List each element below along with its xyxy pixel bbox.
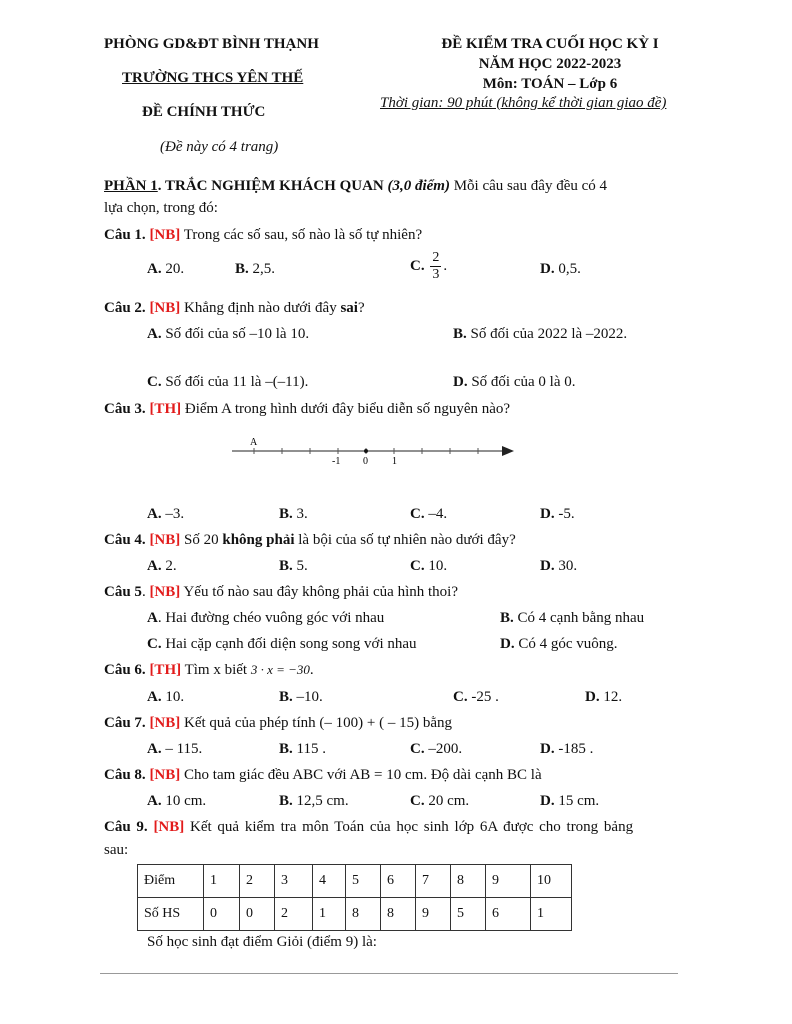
q5-option-c[interactable]: C. Hai cặp cạnh đối diện song song với nhau bbox=[147, 636, 417, 652]
subject-line: Môn: TOÁN – Lớp 6 bbox=[482, 76, 618, 92]
department-name: PHÒNG GD&ĐT BÌNH THẠNH bbox=[104, 36, 319, 52]
origin-dot bbox=[364, 449, 368, 453]
q8-option-c[interactable]: C. 20 cm. bbox=[410, 793, 470, 809]
number-line bbox=[226, 432, 526, 472]
q3-option-d[interactable]: D. -5. bbox=[540, 506, 575, 522]
tick-label-1: 1 bbox=[392, 456, 397, 467]
q8-option-b[interactable]: B. 12,5 cm. bbox=[279, 793, 349, 809]
table-cell: 8 bbox=[381, 898, 416, 931]
question-5: Câu 5. [NB] Yếu tố nào sau đây không phải của hình thoi? bbox=[104, 584, 458, 600]
table-cell: 7 bbox=[416, 865, 451, 898]
exam-title: ĐỀ KIỂM TRA CUỐI HỌC KỲ I bbox=[441, 36, 659, 52]
school-name: TRƯỜNG THCS YÊN THẾ bbox=[122, 70, 304, 86]
equation: 3 · x = −30 bbox=[250, 662, 310, 677]
fraction: $\frac{2}{3}$ bbox=[432, 250, 440, 282]
q7-option-c[interactable]: C. –200. bbox=[410, 741, 463, 757]
q3-option-c[interactable]: C. –4. bbox=[410, 506, 448, 522]
q1-option-c[interactable]: C. $\frac{2}{3}$ . bbox=[410, 250, 448, 282]
table-cell: 0 bbox=[204, 898, 240, 931]
table-cell: 2 bbox=[240, 865, 275, 898]
table-row bbox=[138, 865, 572, 898]
table-cell: 10 bbox=[531, 865, 572, 898]
question-1-text: Trong các số sau, số nào là số tự nhiên? bbox=[180, 227, 423, 243]
tick-label-neg1: -1 bbox=[332, 456, 341, 467]
table-cell: 2 bbox=[275, 898, 313, 931]
q5-option-a[interactable]: A. Hai đường chéo vuông góc với nhau bbox=[147, 610, 385, 626]
time-line: Thời gian: 90 phút (không kể thời gian giao đề) bbox=[380, 95, 667, 111]
table-cell: 8 bbox=[451, 865, 486, 898]
table-row bbox=[138, 898, 572, 931]
q2-option-b[interactable]: B. Số đối của 2022 là –2022. bbox=[453, 326, 628, 342]
question-9-prompt: Số học sinh đạt điểm Giỏi (điểm 9) là: bbox=[147, 934, 377, 950]
q7-option-a[interactable]: A. – 115. bbox=[147, 741, 203, 757]
question-8: Câu 8. [NB] Cho tam giác đều ABC với AB = 10 cm. Độ dài cạnh BC là bbox=[104, 767, 542, 783]
question-7: Câu 7. [NB] Kết quả của phép tính (– 100) + ( – 15) bằng bbox=[104, 715, 452, 731]
table-cell: 8 bbox=[346, 898, 381, 931]
tick-label-0: 0 bbox=[363, 456, 368, 467]
q4-option-b[interactable]: B. 5. bbox=[279, 558, 308, 574]
q8-option-a[interactable]: A. 10 cm. bbox=[147, 793, 207, 809]
footer-divider bbox=[100, 973, 678, 974]
q2-option-a[interactable]: A. Số đối của số –10 là 10. bbox=[147, 326, 310, 342]
table-cell: 1 bbox=[313, 898, 346, 931]
q7-option-b[interactable]: B. 115 . bbox=[279, 741, 326, 757]
q4-option-a[interactable]: A. 2. bbox=[147, 558, 177, 574]
part1-points: (3,0 điểm) bbox=[387, 178, 450, 194]
point-a-label: A bbox=[250, 437, 258, 448]
part1-title: PHẦN 1 bbox=[104, 178, 158, 194]
q4-option-d[interactable]: D. 30. bbox=[540, 558, 578, 574]
official-label: ĐỀ CHÍNH THỨC bbox=[142, 104, 266, 120]
question-1 bbox=[104, 227, 422, 244]
question-4: Câu 4. [NB] Số 20 không phải là bội của số tự nhiên nào dưới đây? bbox=[104, 532, 516, 548]
table-cell: 6 bbox=[381, 865, 416, 898]
table-cell: 0 bbox=[240, 898, 275, 931]
table-cell: 6 bbox=[486, 898, 531, 931]
arrow-icon bbox=[502, 446, 514, 456]
question-9-cont: sau: bbox=[104, 842, 129, 858]
question-1-tag: [NB] bbox=[149, 227, 181, 243]
q2-option-d[interactable]: D. Số đối của 0 là 0. bbox=[453, 374, 576, 390]
question-3: Câu 3. [TH] Điểm A trong hình dưới đây biểu diễn số nguyên nào? bbox=[104, 401, 511, 417]
table-cell: 9 bbox=[486, 865, 531, 898]
table-header-cell: Điểm bbox=[138, 865, 204, 898]
q3-option-a[interactable]: A. –3. bbox=[147, 506, 185, 522]
school-year: NĂM HỌC 2022-2023 bbox=[478, 56, 622, 72]
table-header-cell: Số HS bbox=[138, 898, 204, 931]
q5-option-b[interactable]: B. Có 4 cạnh bằng nhau bbox=[500, 610, 645, 626]
q6-option-b[interactable]: B. –10. bbox=[279, 689, 323, 705]
q6-option-c[interactable]: C. -25 . bbox=[453, 689, 499, 705]
question-9: Câu 9. [NB] Kết quả kiểm tra môn Toán của học sinh lớp 6A được cho trong bảng bbox=[104, 819, 634, 835]
table-cell: 3 bbox=[275, 865, 313, 898]
q2-option-c[interactable]: C. Số đối của 11 là –(–11). bbox=[147, 374, 309, 390]
question-6: Câu 6. [TH] Tìm x biết 3 · x = −30. bbox=[104, 662, 314, 678]
table-cell: 5 bbox=[451, 898, 486, 931]
question-1-label: Câu 1. bbox=[104, 227, 146, 243]
q4-option-c[interactable]: C. 10. bbox=[410, 558, 448, 574]
q1-option-d[interactable]: D. 0,5. bbox=[540, 261, 581, 277]
q1-option-a[interactable]: A. 20. bbox=[147, 261, 185, 277]
q1-option-b[interactable]: B. 2,5. bbox=[235, 261, 276, 277]
table-cell: 1 bbox=[204, 865, 240, 898]
part1-title-rest: . TRẮC NGHIỆM KHÁCH QUAN bbox=[157, 178, 384, 194]
q6-option-d[interactable]: D. 12. bbox=[585, 689, 623, 705]
table-cell: 1 bbox=[531, 898, 572, 931]
part1-heading bbox=[104, 178, 607, 195]
table-cell: 4 bbox=[313, 865, 346, 898]
part1-intro: Mỗi câu sau đây đều có 4 bbox=[449, 178, 608, 194]
q3-option-b[interactable]: B. 3. bbox=[279, 506, 308, 522]
q7-option-d[interactable]: D. -185 . bbox=[540, 741, 594, 757]
pages-note: (Đề này có 4 trang) bbox=[160, 139, 279, 155]
table-cell: 9 bbox=[416, 898, 451, 931]
score-table bbox=[137, 864, 572, 931]
q6-option-a[interactable]: A. 10. bbox=[147, 689, 185, 705]
part1-intro-cont: lựa chọn, trong đó: bbox=[104, 200, 218, 216]
q8-option-d[interactable]: D. 15 cm. bbox=[540, 793, 600, 809]
question-2: Câu 2. [NB] Khẳng định nào dưới đây sai? bbox=[104, 300, 365, 316]
table-cell: 5 bbox=[346, 865, 381, 898]
q5-option-d[interactable]: D. Có 4 góc vuông. bbox=[500, 636, 618, 652]
